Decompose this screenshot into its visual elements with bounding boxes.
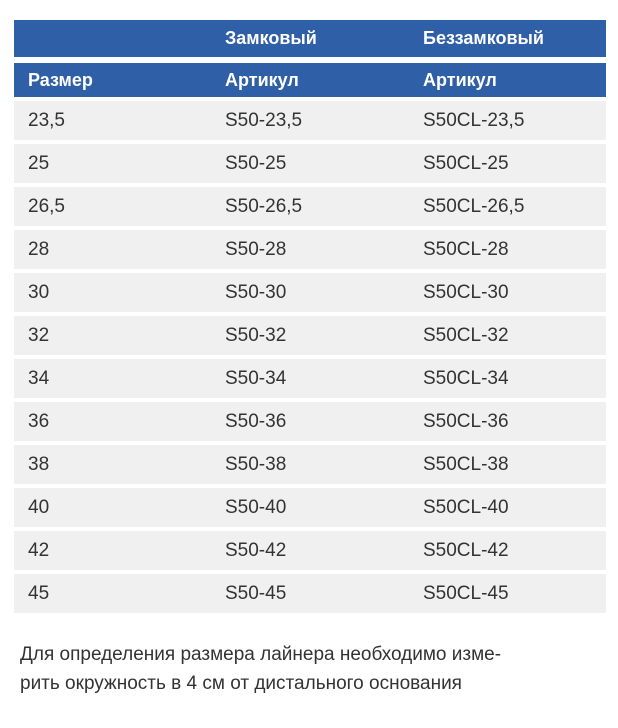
group-header-locking: Замковый [225, 28, 317, 48]
table-row [14, 101, 606, 140]
size-cell: 30 [28, 281, 50, 303]
non-locking-article-cell: S50CL-30 [423, 281, 509, 303]
table-row [14, 316, 606, 355]
locking-article-cell: S50-45 [225, 582, 287, 604]
locking-article-cell: S50-30 [225, 281, 287, 303]
sizes-table [14, 20, 606, 617]
column-header-article-locking: Артикул [225, 69, 299, 90]
table-row [14, 187, 606, 226]
size-cell: 38 [28, 453, 50, 475]
table-row [14, 273, 606, 312]
non-locking-article-cell: S50CL-36 [423, 410, 509, 432]
column-header-size: Размер [28, 69, 93, 90]
locking-article-cell: S50-38 [225, 453, 287, 475]
locking-article-cell: S50-23,5 [225, 109, 303, 131]
table-row [14, 574, 606, 613]
measurement-note [20, 640, 590, 698]
locking-article-cell: S50-25 [225, 152, 287, 174]
table-row [14, 230, 606, 269]
locking-article-cell: S50-28 [225, 238, 287, 260]
table-body [14, 101, 606, 613]
non-locking-article-cell: S50CL-42 [423, 539, 509, 561]
size-cell: 32 [28, 324, 50, 346]
locking-article-cell: S50-40 [225, 496, 287, 518]
size-cell: 28 [28, 238, 50, 260]
column-header-article-non-locking: Артикул [423, 69, 497, 90]
note-line-2: рить окружность в 4 см от дистального основания [20, 673, 462, 694]
size-cell: 23,5 [28, 109, 65, 131]
locking-article-cell: S50-34 [225, 367, 287, 389]
non-locking-article-cell: S50CL-40 [423, 496, 509, 518]
non-locking-article-cell: S50CL-25 [423, 152, 509, 174]
non-locking-article-cell: S50CL-34 [423, 367, 509, 389]
non-locking-article-cell: S50CL-32 [423, 324, 509, 346]
table-row [14, 144, 606, 183]
table-row [14, 359, 606, 398]
note-line-1: Для определения размера лайнера необходимо изме- [20, 644, 502, 665]
size-cell: 34 [28, 367, 50, 389]
size-cell: 42 [28, 539, 50, 561]
non-locking-article-cell: S50CL-26,5 [423, 195, 525, 217]
locking-article-cell: S50-36 [225, 410, 287, 432]
locking-article-cell: S50-42 [225, 539, 287, 561]
table-row [14, 531, 606, 570]
non-locking-article-cell: S50CL-45 [423, 582, 509, 604]
size-cell: 26,5 [28, 195, 65, 217]
size-cell: 40 [28, 496, 50, 518]
locking-article-cell: S50-32 [225, 324, 287, 346]
table-row [14, 445, 606, 484]
group-header-non-locking: Беззамковый [423, 28, 544, 48]
non-locking-article-cell: S50CL-38 [423, 453, 509, 475]
non-locking-article-cell: S50CL-23,5 [423, 109, 525, 131]
size-cell: 25 [28, 152, 50, 174]
size-cell: 45 [28, 582, 50, 604]
locking-article-cell: S50-26,5 [225, 195, 303, 217]
column-header-row [14, 63, 606, 97]
table-row [14, 402, 606, 441]
group-header-row [14, 20, 606, 57]
table-row [14, 488, 606, 527]
size-cell: 36 [28, 410, 50, 432]
non-locking-article-cell: S50CL-28 [423, 238, 509, 260]
